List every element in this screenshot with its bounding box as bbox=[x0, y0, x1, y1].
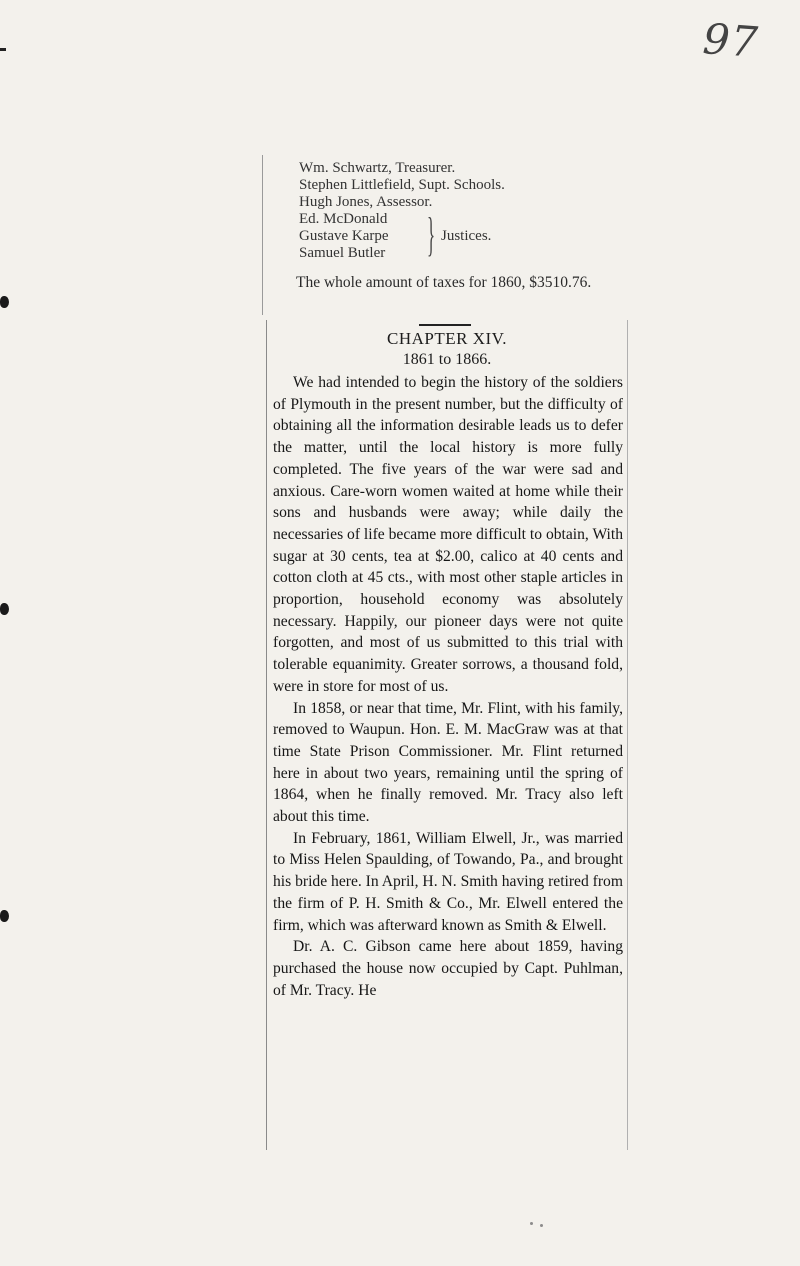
paragraph: Dr. A. C. Gibson came here about 1859, having purchased the house now occupied by Capt. Puhlman, of Mr. Tracy. He bbox=[273, 938, 623, 999]
official-supt-schools: Stephen Littlefield, Supt. Schools. bbox=[299, 177, 505, 193]
binding-hole-middle bbox=[0, 603, 9, 615]
margin-mark bbox=[0, 48, 6, 51]
officials-list bbox=[299, 160, 505, 262]
official-assessor: Hugh Jones, Assessor. bbox=[299, 194, 433, 210]
justices-label: Justices. bbox=[441, 228, 492, 244]
justice-name: Samuel Butler bbox=[299, 245, 386, 261]
paper-speck bbox=[530, 1222, 533, 1225]
binding-hole-bottom bbox=[0, 910, 9, 922]
justices-group bbox=[299, 208, 505, 262]
official-treasurer: Wm. Schwartz, Treasurer. bbox=[299, 160, 456, 176]
justice-name: Gustave Karpe bbox=[299, 228, 389, 244]
brace-icon: } bbox=[427, 208, 436, 261]
taxes-note: The whole amount of taxes for 1860, $3510.76. bbox=[296, 274, 592, 291]
justice-name: Ed. McDonald bbox=[299, 211, 388, 227]
clipping-officials bbox=[262, 155, 623, 315]
paragraph: In 1858, or near that time, Mr. Flint, with his family, removed to Waupun. Hon. E. M. MacGraw was at that time State Prison Commissioner. Mr. Flint returned here in about two years, remaining until the spring of 1864, when he finally removed. Mr. Tracy also left about this time. bbox=[273, 699, 623, 826]
header-rule bbox=[419, 324, 471, 326]
paper-speck bbox=[540, 1224, 543, 1227]
chapter-years: 1861 to 1866. bbox=[402, 351, 492, 368]
binding-hole-top bbox=[0, 296, 9, 308]
page-number: 97 bbox=[701, 14, 761, 67]
chapter-title: CHAPTER XIV. bbox=[387, 329, 507, 348]
clipping-chapter bbox=[266, 320, 628, 1150]
paragraph: We had intended to begin the history of the soldiers of Plymouth in the present number, but the difficulty of obtaining all the information desirable leads us to defer the matter, until the local history is more fully completed. The five years of the war were sad and anxious. Care-worn women waited at home while their sons and husbands were away; while daily the necessaries of life became more difficult to obtain, With sugar at 30 cents, tea at $2.00, calico at 40 cents and cotton cloth at 45 cts., with most other staple articles in proportion, household economy was absolutely necessary. Happily, our pioneer days were not quite forgotten, and most of us submitted to this trial with tolerable equanimity. Greater sorrows, a thousand fold, were in store for most of us. bbox=[273, 374, 623, 695]
chapter-body bbox=[273, 372, 623, 1001]
paragraph: In February, 1861, William Elwell, Jr., was married to Miss Helen Spaulding, of Towando, Pa., and brought his bride here. In April, H. N. Smith having retired from the firm of P. H. Smith & Co., Mr. Elwell entered the firm, which was afterward known as Smith & Elwell. bbox=[273, 829, 623, 934]
